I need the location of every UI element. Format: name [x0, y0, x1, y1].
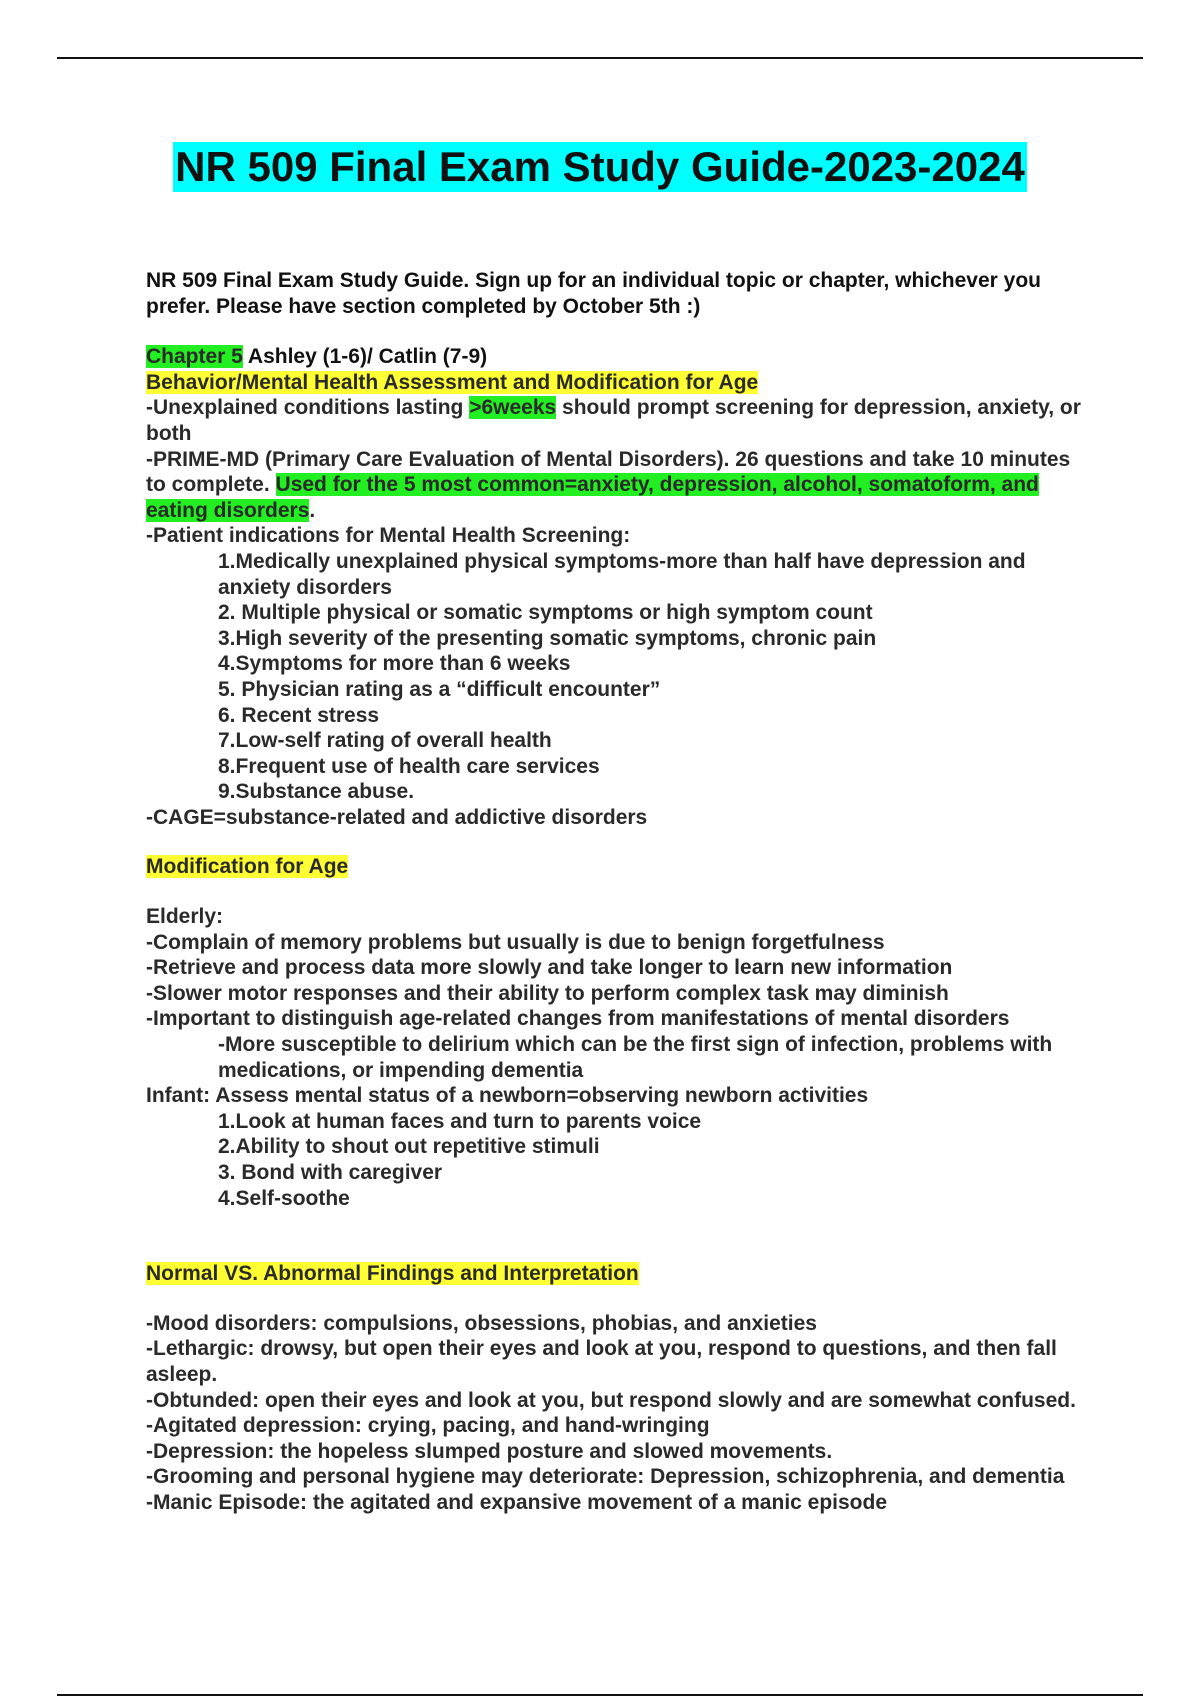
list-item: 3. Bond with caregiver: [218, 1161, 443, 1184]
infant-label: Infant: Assess mental status of a newborn=observing newborn activities: [146, 1084, 869, 1108]
list-item: -Mood disorders: compulsions, obsessions, phobias, and anxieties: [146, 1311, 817, 1335]
prime-md-line: [146, 447, 1086, 524]
list-item: 5. Physician rating as a “difficult encounter”: [218, 677, 661, 701]
list-item: -Agitated depression: crying, pacing, and hand-wringing: [146, 1414, 710, 1438]
header-rule: [57, 57, 1143, 59]
chapter-line: [146, 344, 1086, 370]
chapter-assignees: Ashley (1-6)/ Catlin (7-9): [242, 345, 488, 369]
list-item: 2. Multiple physical or somatic symptoms or high symptom count: [218, 601, 873, 625]
list-item: -Grooming and personal hygiene may deteriorate: Depression, schizophrenia, and dementia: [146, 1465, 1065, 1489]
list-item: 4.Symptoms for more than 6 weeks: [218, 652, 571, 676]
document-body: [146, 268, 1086, 1516]
list-item: 2.Ability to shout out repetitive stimuli: [218, 1135, 600, 1159]
list-item: 1.Look at human faces and turn to parents voice: [218, 1109, 702, 1133]
cage-line: -CAGE=substance-related and addictive disorders: [146, 805, 648, 829]
section-heading-behavior: [146, 370, 1086, 396]
text-fragment: -Unexplained conditions lasting: [146, 396, 470, 420]
text-fragment: should prompt screening for depression, anxiety, or both: [146, 396, 1081, 445]
list-item: -Lethargic: drowsy, but open their eyes and look at you, respond to questions, and then fall asleep.: [146, 1337, 1057, 1386]
unexplained-conditions-line: [146, 395, 1086, 446]
chapter-label: Chapter 5: [146, 345, 243, 369]
list-item: 9.Substance abuse.: [218, 780, 415, 804]
document-title: NR 509 Final Exam Study Guide-2023-2024: [175, 143, 1025, 190]
list-item: -Complain of memory problems but usually is due to benign forgetfulness: [146, 930, 885, 954]
indications-list: [146, 549, 1086, 805]
list-item: 4.Self-soothe: [218, 1186, 350, 1210]
list-item: 7.Low-self rating of overall health: [218, 729, 552, 753]
text-fragment: -PRIME-MD (Primary Care Evaluation of Mental Disorders). 26 questions and take 10 minutes to complete.: [146, 447, 1071, 497]
indications-label: -Patient indications for Mental Health Screening:: [146, 524, 631, 548]
section-heading-modification: [146, 854, 1086, 880]
title-container: [0, 142, 1200, 192]
list-item: -Manic Episode: the agitated and expansive movement of a manic episode: [146, 1490, 888, 1514]
list-item: 3.High severity of the presenting somatic symptoms, chronic pain: [218, 626, 877, 650]
list-item: -Important to distinguish age-related changes from manifestations of mental disorders: [146, 1007, 1010, 1031]
text-fragment: .: [309, 498, 316, 522]
elderly-label: Elderly:: [146, 905, 224, 929]
list-item: -Slower motor responses and their ability to perform complex task may diminish: [146, 981, 949, 1005]
section-heading-findings-text: Normal VS. Abnormal Findings and Interpretation: [146, 1262, 639, 1286]
elderly-subitem: -More susceptible to delirium which can be the first sign of infection, problems with medications, or impending dementia: [218, 1033, 1053, 1082]
intro-paragraph: NR 509 Final Exam Study Guide. Sign up for an individual topic or chapter, whichever you prefer. Please have section completed by October 5th :): [146, 269, 1042, 318]
section-heading-findings: [146, 1261, 1086, 1287]
list-item: -Retrieve and process data more slowly and take longer to learn new information: [146, 956, 953, 980]
list-item: 1.Medically unexplained physical symptoms-more than half have depression and anxiety disorders: [218, 549, 1026, 599]
six-weeks-highlight: >6weeks: [469, 396, 557, 420]
list-item: 6. Recent stress: [218, 703, 380, 727]
list-item: 8.Frequent use of health care services: [218, 754, 600, 778]
section-heading-behavior-text: Behavior/Mental Health Assessment and Modification for Age: [146, 370, 759, 394]
prime-md-highlight: Used for the 5 most common=anxiety, depression, alcohol, somatoform, and eating disorders: [146, 473, 1039, 522]
footer-rule: [57, 1694, 1143, 1696]
infant-list: [146, 1109, 1086, 1211]
section-heading-modification-text: Modification for Age: [146, 855, 349, 879]
list-item: -Depression: the hopeless slumped posture and slowed movements.: [146, 1439, 833, 1463]
list-item: -Obtunded: open their eyes and look at you, but respond slowly and are somewhat confused.: [146, 1388, 1076, 1412]
